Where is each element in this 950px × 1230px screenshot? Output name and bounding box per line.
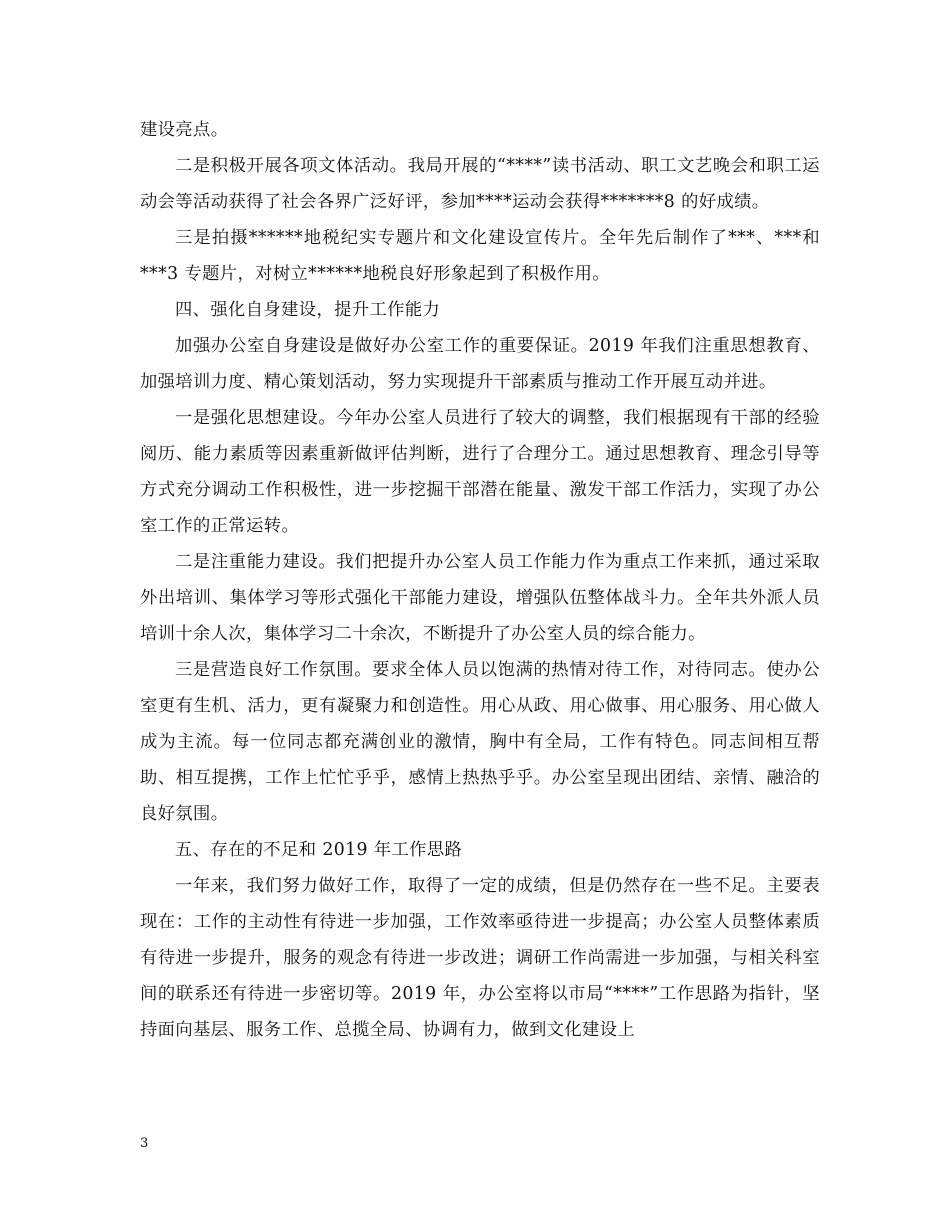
paragraph: 一是强化思想建设。今年办公室人员进行了较大的调整，我们根据现有干部的经验阅历、能力素质等因素重新做评估判断，进行了合理分工。通过思想教育、理念引导等方式充分调动工作积极性，进一步挖掘干部潜在能量、激发干部工作活力，实现了办公室工作的正常运转。 [140, 408, 820, 536]
section-heading: 四、强化自身建设，提升工作能力 [175, 300, 441, 320]
paragraph: 加强办公室自身建设是做好办公室工作的重要保证。2019 年我们注重思想教育、加强培训力度、精心策划活动，努力实现提升干部素质与推动工作开展互动并进。 [140, 336, 820, 392]
paragraph: 三是拍摄******地税纪实专题片和文化建设宣传片。全年先后制作了***、***和***3 专题片，对树立******地税良好形象起到了积极作用。 [140, 228, 820, 284]
paragraph: 建设亮点。 [140, 120, 229, 140]
section-heading: 五、存在的不足和 2019 年工作思路 [175, 840, 463, 860]
paragraph: 三是营造良好工作氛围。要求全体人员以饱满的热情对待工作，对待同志。使办公室更有生机、活力，更有凝聚力和创造性。用心从政、用心做事、用心服务、用心做人成为主流。每一位同志都充满创业的激情，胸中有全局，工作有特色。同志间相互帮助、相互提携，工作上忙忙乎乎，感情上热热乎乎。办公室呈现出团结、亲情、融洽的良好氛围。 [140, 660, 820, 824]
document-body [140, 112, 820, 1048]
page-number: 3 [140, 1136, 149, 1151]
paragraph: 一年来，我们努力做好工作，取得了一定的成绩，但是仍然存在一些不足。主要表现在：工作的主动性有待进一步加强，工作效率亟待进一步提高；办公室人员整体素质有待进一步提升，服务的观念有待进一步改进；调研工作尚需进一步加强，与相关科室间的联系还有待进一步密切等。2019 年，办公室将以市局“****”工作思路为指针，坚持面向基层、服务工作、总揽全局、协调有力，做到文化建设上 [140, 876, 820, 1040]
paragraph: 二是积极开展各项文体活动。我局开展的“****”读书活动、职工文艺晚会和职工运动会等活动获得了社会各界广泛好评，参加****运动会获得*******8 的好成绩。 [140, 156, 820, 212]
paragraph: 二是注重能力建设。我们把提升办公室人员工作能力作为重点工作来抓，通过采取外出培训、集体学习等形式强化干部能力建设，增强队伍整体战斗力。全年共外派人员培训十余人次，集体学习二十余次，不断提升了办公室人员的综合能力。 [140, 552, 820, 644]
